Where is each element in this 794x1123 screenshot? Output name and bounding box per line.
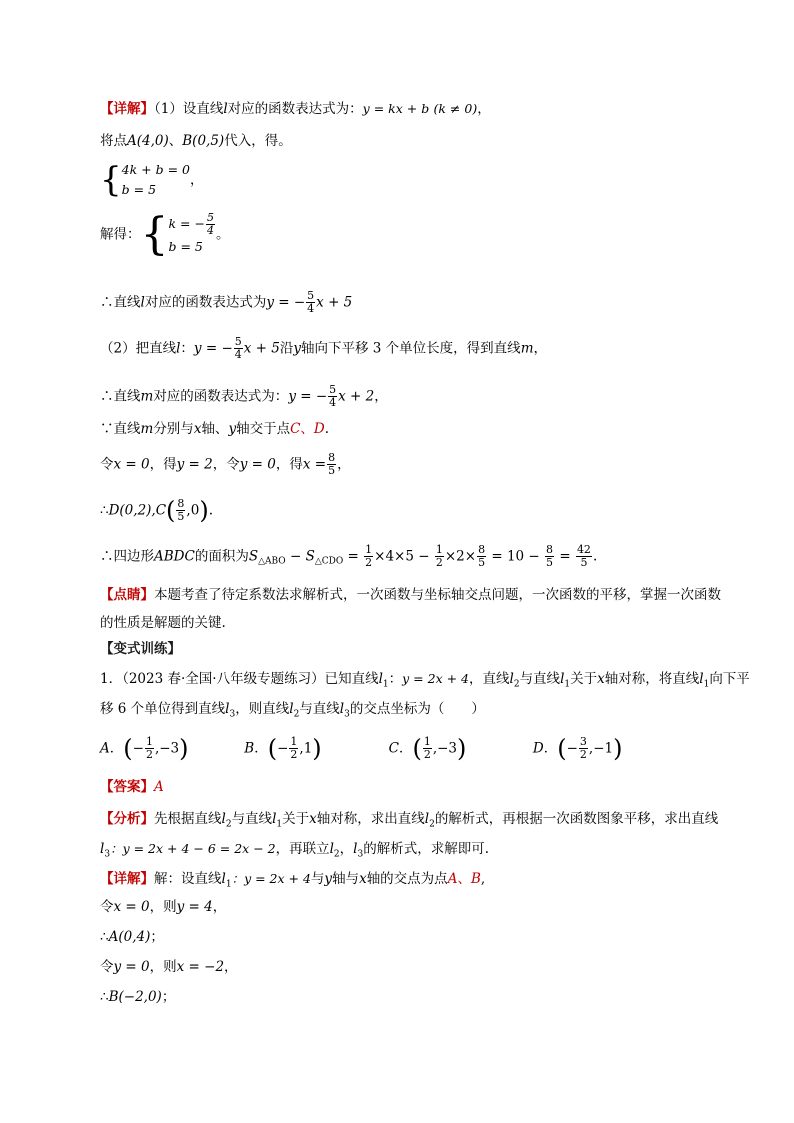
- variant-heading: 【变式训练】: [100, 641, 181, 657]
- analysis-tag: 【分析】: [100, 811, 154, 827]
- cross-line: ∵直线m分别与x轴、y轴交于点C、D.: [100, 421, 330, 437]
- analysis-line-1: 【分析】先根据直线$l_2$与直线$l_1$关于x轴对称，求出直线$l_2$的解析式，再根据一次函数图象平移，求出直线: [100, 811, 719, 830]
- options-row: [100, 736, 673, 761]
- question-line-2: 移 6 个单位得到直线$l_3$，则直线$l_2$与直线$l_3$的交点坐标为（ ）: [100, 701, 485, 720]
- comment-line-2: 的性质是解题的关键.: [100, 615, 226, 631]
- answer-tag: 【答案】: [100, 779, 154, 795]
- step-line-2: ∴A(0,4)；: [100, 929, 164, 945]
- solution-system: 解得：{ k = − $\frac{5}{4}$ b = 5 。: [100, 208, 230, 260]
- equation-system-1: { 4k + b = 0 b = 5 ，: [100, 160, 204, 200]
- answer-line: 【答案】A: [100, 779, 164, 795]
- option-a[interactable]: A．(− $\frac{1}{2}$ ,−3): [100, 734, 189, 763]
- step-line-1: 令x = 0，则y = 4，: [100, 899, 227, 915]
- step-line-4: ∴B(−2,0)；: [100, 989, 176, 1005]
- detail-line-1: 【详解】（1）设直线l对应的函数表达式为：y = kx + b (k ≠ 0)，: [100, 101, 491, 117]
- points-line: ∴D(0,2),C( $\frac{8}{5}$ ,0).: [100, 496, 213, 525]
- result-line-1: ∴直线l对应的函数表达式为y = − $\frac{5}{4}$ x + 5: [100, 289, 353, 315]
- let-line: 令x = 0，得y = 2，令y = 0，得x = $\frac{8}{5}$ ，: [100, 451, 351, 477]
- comment-line-1: 【点睛】本题考查了待定系数法求解析式，一次函数与坐标轴交点问题，一次函数的平移，掌握一次函数: [100, 587, 721, 603]
- detail-tag: 【详解】: [100, 101, 154, 117]
- option-b[interactable]: B．(− $\frac{1}{2}$ ,1): [244, 734, 322, 763]
- option-d[interactable]: D．(− $\frac{3}{2}$ ,−1): [532, 734, 623, 763]
- option-c[interactable]: C．( $\frac{1}{2}$ ,−3): [388, 734, 467, 763]
- detail2-line: 【详解】解：设直线$l_1$：y = 2x + 4与y轴与x轴的交点为点A、B,: [100, 871, 486, 890]
- comment-tag: 【点睛】: [100, 587, 154, 603]
- detail2-tag: 【详解】: [100, 871, 154, 887]
- area-line: ∴四边形ABDC的面积为$S_{\triangle ABO} - S_{\triangle CDO}$ = $\frac{1}{2}$ ×4×5 − $\frac{1}{2}$ ×2× $\frac{8}{5}$ = 10 − $\frac{8}{5}$ = $\frac{42}{5}$ .: [100, 543, 598, 569]
- result-line-2: ∴直线m对应的函数表达式为：y = − $\frac{5}{4}$ x + 2，: [100, 383, 388, 409]
- part2-line: （2）把直线l：y = − $\frac{5}{4}$ x + 5沿y轴向下平移 3 个单位长度，得到直线m，: [100, 335, 547, 361]
- analysis-line-2: $l_3$：y = 2x + 4 − 6 = 2x − 2，再联立$l_2$，$l_3$的解析式，求解即可.: [100, 841, 490, 860]
- substitute-line: 将点A(4,0)、B(0,5)代入，得。: [100, 133, 292, 149]
- step-line-3: 令y = 0，则x = −2，: [100, 959, 238, 975]
- question-line-1: 1．（2023 春·全国·八年级专题练习）已知直线$l_1$：y = 2x + 4，直线$l_2$与直线$l_1$关于x轴对称，将直线$l_1$向下平: [100, 671, 750, 690]
